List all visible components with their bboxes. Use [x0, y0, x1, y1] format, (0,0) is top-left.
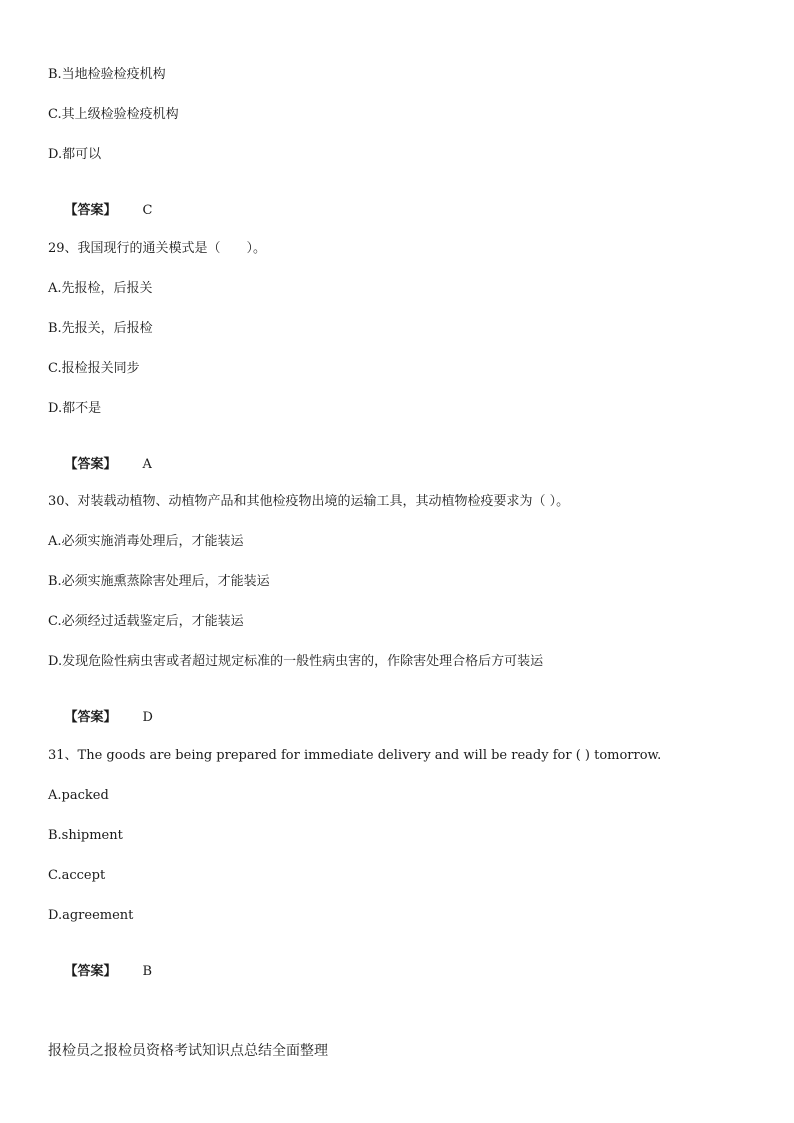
q28-answer [48, 187, 153, 235]
q29-answer-label: 【答案】 [64, 457, 117, 472]
q30-option-a: A.必须实施消毒处理后，才能装运 [48, 534, 244, 549]
q28-option-c: C.其上级检验检疫机构 [48, 107, 179, 122]
q29-option-b: B.先报关，后报检 [48, 321, 153, 336]
q30-option-c: C.必须经过适载鉴定后，才能装运 [48, 614, 244, 629]
q31-option-d: D.agreement [48, 908, 134, 923]
q31-question: 31、The goods are being prepared for immediate delivery and will be ready for ( ) tomorrow. [48, 748, 662, 763]
q30-option-d: D.发现危险性病虫害或者超过规定标准的一般性病虫害的，作除害处理合格后方可装运 [48, 654, 544, 669]
q31-answer-value: B [142, 964, 153, 979]
q31-answer [48, 948, 152, 996]
q31-option-b: B.shipment [48, 828, 123, 843]
q30-answer-label: 【答案】 [64, 710, 117, 725]
q28-option-b: B.当地检验检疫机构 [48, 67, 166, 82]
q29-answer-value: A [142, 457, 152, 472]
q29-option-a: A.先报检，后报关 [48, 281, 153, 296]
q30-option-b: B.必须实施熏蒸除害处理后，才能装运 [48, 574, 270, 589]
q31-option-a: A.packed [48, 788, 109, 803]
q29-question: 29、我国现行的通关模式是（ ）。 [48, 241, 267, 256]
q29-option-d: D.都不是 [48, 401, 102, 416]
q28-option-d: D.都可以 [48, 147, 102, 162]
q28-answer-label: 【答案】 [64, 203, 117, 218]
q30-question: 30、对装载动植物、动植物产品和其他检疫物出境的运输工具，其动植物检疫要求为（ ）。 [48, 494, 570, 509]
q28-answer-value: C [142, 203, 153, 218]
q29-option-c: C.报检报关同步 [48, 361, 140, 376]
q29-answer [48, 441, 152, 489]
q30-answer [48, 694, 153, 742]
q31-answer-label: 【答案】 [64, 964, 117, 979]
document-footer-title: 报检员之报检员资格考试知识点总结全面整理 [48, 1043, 328, 1059]
q31-option-c: C.accept [48, 868, 106, 883]
q30-answer-value: D [142, 710, 153, 725]
